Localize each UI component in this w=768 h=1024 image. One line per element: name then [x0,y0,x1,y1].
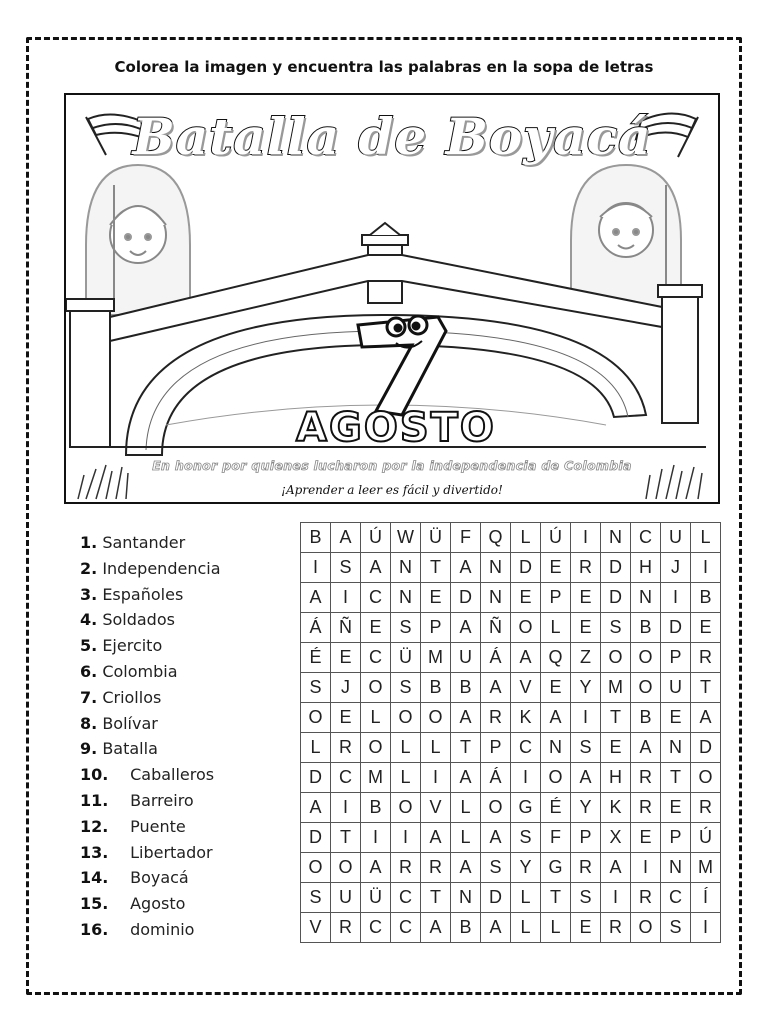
grid-cell[interactable]: O [631,643,661,673]
grid-cell[interactable]: A [451,703,481,733]
word-number: 14. [80,868,109,888]
grid-cell[interactable]: I [661,583,691,613]
grid-cell[interactable]: E [691,613,721,643]
grid-cell[interactable]: S [331,553,361,583]
grid-cell[interactable]: D [601,583,631,613]
grid-cell[interactable]: M [361,763,391,793]
grid-cell[interactable]: B [631,613,661,643]
grid-cell[interactable]: L [541,913,571,943]
grid-cell[interactable]: P [661,823,691,853]
grid-cell[interactable]: R [421,853,451,883]
grid-cell[interactable]: A [301,793,331,823]
grid-cell[interactable]: C [361,913,391,943]
grid-cell[interactable]: O [391,703,421,733]
grid-cell[interactable]: D [301,823,331,853]
grid-cell[interactable]: A [301,583,331,613]
word-text: Caballeros [130,765,215,785]
word-number: 3. [80,584,98,604]
grid-cell[interactable]: O [361,733,391,763]
word-text: Agosto [130,894,186,914]
grid-cell[interactable]: I [691,553,721,583]
grid-cell[interactable]: A [511,643,541,673]
grid-cell[interactable]: Í [691,883,721,913]
grid-cell[interactable]: R [691,643,721,673]
word-text: Barreiro [130,790,194,810]
grid-cell[interactable]: I [691,913,721,943]
grid-cell[interactable]: K [511,703,541,733]
word-number: 11. [80,790,109,810]
grid-cell[interactable]: O [601,643,631,673]
grid-cell[interactable]: O [541,763,571,793]
grid-cell[interactable]: I [301,553,331,583]
grid-cell[interactable]: A [361,553,391,583]
word-list-item [80,788,280,814]
grid-cell[interactable]: Ñ [331,613,361,643]
grid-cell[interactable]: J [661,553,691,583]
grid-cell[interactable]: T [691,673,721,703]
grid-cell[interactable]: É [541,793,571,823]
grid-cell[interactable]: N [661,733,691,763]
grid-cell[interactable]: Á [301,613,331,643]
grid-cell[interactable]: T [451,733,481,763]
grid-cell[interactable]: M [691,853,721,883]
grid-cell[interactable]: S [391,613,421,643]
grid-cell[interactable]: Y [571,793,601,823]
grid-cell[interactable]: E [511,583,541,613]
grid-cell[interactable]: S [481,853,511,883]
grid-cell[interactable]: C [391,883,421,913]
grid-cell[interactable]: A [571,763,601,793]
grid-cell[interactable]: C [511,733,541,763]
word-number: 2. [80,558,98,578]
instruction-heading: Colorea la imagen y encuentra las palabras en la sopa de letras [114,58,654,76]
grid-cell[interactable]: L [511,883,541,913]
word-list-item [80,633,280,659]
grid-cell[interactable]: N [601,523,631,553]
grid-cell[interactable]: S [391,673,421,703]
grid-cell[interactable]: Ú [541,523,571,553]
grid-cell[interactable]: N [391,583,421,613]
grid-cell[interactable]: L [391,763,421,793]
grid-row [301,523,721,553]
word-text: Independencia [102,558,221,578]
grid-cell[interactable]: P [421,613,451,643]
grid-cell[interactable]: P [571,823,601,853]
grid-cell[interactable]: E [661,703,691,733]
grid-cell[interactable]: O [391,793,421,823]
word-text: Santander [102,533,186,552]
grid-cell[interactable]: I [421,763,451,793]
grid-row [301,733,721,763]
word-text: dominio [130,919,195,939]
grid-cell[interactable]: Q [541,643,571,673]
grid-cell[interactable]: B [361,793,391,823]
grid-cell[interactable]: O [421,703,451,733]
word-text: Españoles [102,584,184,604]
grid-cell[interactable]: C [331,763,361,793]
grid-cell[interactable]: I [511,763,541,793]
grid-cell[interactable]: D [601,553,631,583]
grid-cell[interactable]: A [541,703,571,733]
word-number: 16. [80,919,109,939]
grid-cell[interactable]: Ú [691,823,721,853]
grid-cell[interactable]: A [361,853,391,883]
word-list-item [80,762,280,788]
grid-cell[interactable]: R [631,883,661,913]
word-list-item [80,659,280,685]
grid-cell[interactable]: E [571,913,601,943]
grid-cell[interactable]: L [691,523,721,553]
word-list-item [80,891,280,917]
word-text: Boyacá [130,868,189,888]
word-number: 15. [80,894,109,914]
grid-cell[interactable]: N [481,553,511,583]
grid-cell[interactable]: V [511,673,541,703]
word-list-item [80,607,280,633]
grid-cell[interactable]: Ü [391,643,421,673]
grid-cell[interactable]: R [331,733,361,763]
word-number: 6. [80,661,98,681]
grid-cell[interactable]: A [481,913,511,943]
grid-row [301,643,721,673]
grid-cell[interactable]: G [541,853,571,883]
grid-cell[interactable]: D [451,583,481,613]
grid-cell[interactable]: I [331,583,361,613]
grid-cell[interactable]: U [661,673,691,703]
grid-cell[interactable]: U [661,523,691,553]
grid-cell[interactable]: O [361,673,391,703]
grid-cell[interactable]: C [631,523,661,553]
grid-cell[interactable]: O [481,793,511,823]
grid-cell[interactable]: A [451,553,481,583]
grid-cell[interactable]: O [631,913,661,943]
grid-cell[interactable]: C [361,583,391,613]
grid-row [301,883,721,913]
grid-cell[interactable]: F [541,823,571,853]
grid-cell[interactable]: S [601,613,631,643]
grid-cell[interactable]: T [421,883,451,913]
word-text: Libertador [130,842,213,862]
grid-cell[interactable]: R [631,763,661,793]
grid-cell[interactable]: T [421,553,451,583]
grid-cell[interactable]: P [661,643,691,673]
word-text: Colombia [102,661,178,681]
banner-month: AGOSTO [296,405,496,451]
left-soldier-figure [86,165,190,315]
grid-cell[interactable]: B [451,913,481,943]
grid-row [301,763,721,793]
grid-cell[interactable]: S [571,883,601,913]
word-number: 1. [80,533,98,552]
number-seven-mascot [358,316,446,415]
grid-row [301,793,721,823]
grid-cell[interactable]: A [601,853,631,883]
grid-cell[interactable]: B [631,703,661,733]
grid-cell[interactable]: L [391,733,421,763]
grid-cell[interactable]: L [541,613,571,643]
grid-row [301,703,721,733]
word-list [80,530,280,943]
grid-cell[interactable]: R [601,913,631,943]
grid-row [301,673,721,703]
grid-cell[interactable]: T [541,883,571,913]
grid-cell[interactable]: E [571,583,601,613]
grid-cell[interactable]: E [631,823,661,853]
grid-cell[interactable]: Ü [421,523,451,553]
grid-cell[interactable]: O [301,853,331,883]
grid-cell[interactable]: P [481,733,511,763]
grid-cell[interactable]: N [631,583,661,613]
grid-cell[interactable]: R [691,793,721,823]
grid-cell[interactable]: T [331,823,361,853]
grid-cell[interactable]: Y [511,853,541,883]
word-number: 4. [80,610,98,630]
grid-cell[interactable]: L [421,733,451,763]
grid-cell[interactable]: O [691,763,721,793]
grid-cell[interactable]: I [571,703,601,733]
grid-cell[interactable]: C [661,883,691,913]
grid-cell[interactable]: L [511,913,541,943]
grid-cell[interactable]: E [331,643,361,673]
grid-cell[interactable]: W [391,523,421,553]
grid-cell[interactable]: A [691,703,721,733]
banner-title: Batalla de Boyacá [132,107,652,166]
grid-cell[interactable]: R [571,853,601,883]
grid-cell[interactable]: T [601,703,631,733]
word-text: Soldados [102,610,175,630]
grid-cell[interactable]: Ñ [481,613,511,643]
grid-cell[interactable]: F [451,523,481,553]
grid-cell[interactable]: R [331,913,361,943]
grid-cell[interactable]: B [301,523,331,553]
grid-cell[interactable]: I [331,793,361,823]
banner-motto: ¡Aprender a leer es fácil y divertido! [281,483,503,497]
grid-cell[interactable]: D [661,613,691,643]
word-text: Ejercito [102,636,163,656]
grid-cell[interactable]: L [361,703,391,733]
grid-cell[interactable]: R [391,853,421,883]
word-list-item [80,582,280,608]
grid-cell[interactable]: E [661,793,691,823]
grid-cell[interactable]: D [511,553,541,583]
word-number: 13. [80,842,109,862]
banner-tribute: En honor por quienes lucharon por la independencia de Colombia [152,458,632,473]
grid-cell[interactable]: I [571,523,601,553]
grid-cell[interactable]: A [451,853,481,883]
grid-cell[interactable]: U [451,643,481,673]
word-number: 9. [80,739,98,759]
grid-cell[interactable]: L [301,733,331,763]
grid-row [301,913,721,943]
grid-cell[interactable]: V [301,913,331,943]
grid-cell[interactable]: S [301,673,331,703]
grid-cell[interactable]: Á [481,643,511,673]
word-list-item [80,814,280,840]
word-list-item [80,865,280,891]
grid-cell[interactable]: D [691,733,721,763]
grid-cell[interactable]: D [481,883,511,913]
grid-cell[interactable]: X [601,823,631,853]
grid-cell[interactable]: I [631,853,661,883]
grid-cell[interactable]: Q [481,523,511,553]
word-list-item [80,736,280,762]
grid-cell[interactable]: S [571,733,601,763]
word-number: 5. [80,636,98,656]
grid-cell[interactable]: Z [571,643,601,673]
grid-cell[interactable]: E [601,733,631,763]
grid-cell[interactable]: E [541,553,571,583]
grid-cell[interactable]: U [331,883,361,913]
grid-cell[interactable]: Á [481,763,511,793]
grid-cell[interactable]: I [601,883,631,913]
word-number: 8. [80,713,98,733]
word-text: Puente [130,816,186,836]
grid-cell[interactable]: E [571,613,601,643]
grid-cell[interactable]: K [601,793,631,823]
word-list-item [80,556,280,582]
grid-cell[interactable]: L [511,523,541,553]
grid-cell[interactable]: É [301,643,331,673]
grid-cell[interactable]: A [421,823,451,853]
grid-cell[interactable]: S [511,823,541,853]
word-number: 10. [80,765,109,785]
grid-row [301,583,721,613]
word-list-item [80,530,280,556]
grid-cell[interactable]: O [301,703,331,733]
grid-cell[interactable]: N [661,853,691,883]
grid-cell[interactable]: O [511,613,541,643]
grid-cell[interactable]: R [631,793,661,823]
grid-cell[interactable]: O [631,673,661,703]
grid-cell[interactable]: E [541,673,571,703]
grid-cell[interactable]: Ü [361,883,391,913]
grid-cell[interactable]: A [481,823,511,853]
grid-cell[interactable]: L [451,823,481,853]
word-list-item [80,840,280,866]
grid-row [301,853,721,883]
grid-cell[interactable]: D [301,763,331,793]
grid-cell[interactable]: E [361,613,391,643]
grid-cell[interactable]: J [331,673,361,703]
word-number: 7. [80,687,98,707]
grid-cell[interactable]: T [661,763,691,793]
grid-cell[interactable]: O [331,853,361,883]
word-text: Batalla [102,739,158,759]
grid-cell[interactable]: N [481,583,511,613]
grid-cell[interactable]: A [451,613,481,643]
grid-cell[interactable]: I [361,823,391,853]
word-number: 12. [80,816,109,836]
grid-row [301,823,721,853]
grid-cell[interactable]: V [421,793,451,823]
grid-cell[interactable]: H [601,763,631,793]
grid-cell[interactable]: A [481,673,511,703]
grid-cell[interactable]: N [391,553,421,583]
grid-cell[interactable]: Y [571,673,601,703]
grid-cell[interactable]: I [391,823,421,853]
grid-cell[interactable]: A [421,913,451,943]
grid-cell[interactable]: G [511,793,541,823]
grid-cell[interactable]: B [421,673,451,703]
grid-cell[interactable]: M [421,643,451,673]
grid-cell[interactable]: N [541,733,571,763]
grid-row [301,613,721,643]
grid-cell[interactable]: R [571,553,601,583]
grid-cell[interactable]: B [691,583,721,613]
word-text: Bolívar [102,713,158,733]
grid-cell[interactable]: A [451,763,481,793]
grid-cell[interactable]: E [331,703,361,733]
grid-cell[interactable]: B [451,673,481,703]
grid-cell[interactable]: A [631,733,661,763]
grid-cell[interactable]: Ú [361,523,391,553]
grid-cell[interactable]: C [361,643,391,673]
word-list-item [80,917,280,943]
grid-row [301,553,721,583]
grid-cell[interactable]: S [661,913,691,943]
word-search-grid [300,522,721,943]
word-list-item [80,711,280,737]
grid-cell[interactable]: S [301,883,331,913]
grid-cell[interactable]: H [631,553,661,583]
grid-cell[interactable]: N [451,883,481,913]
grid-cell[interactable]: P [541,583,571,613]
grid-cell[interactable]: R [481,703,511,733]
grid-cell[interactable]: M [601,673,631,703]
grid-cell[interactable]: E [421,583,451,613]
grid-cell[interactable]: A [331,523,361,553]
battle-illustration [64,93,720,504]
grid-cell[interactable]: L [451,793,481,823]
grid-cell[interactable]: C [391,913,421,943]
word-text: Criollos [102,687,162,707]
word-list-item [80,685,280,711]
